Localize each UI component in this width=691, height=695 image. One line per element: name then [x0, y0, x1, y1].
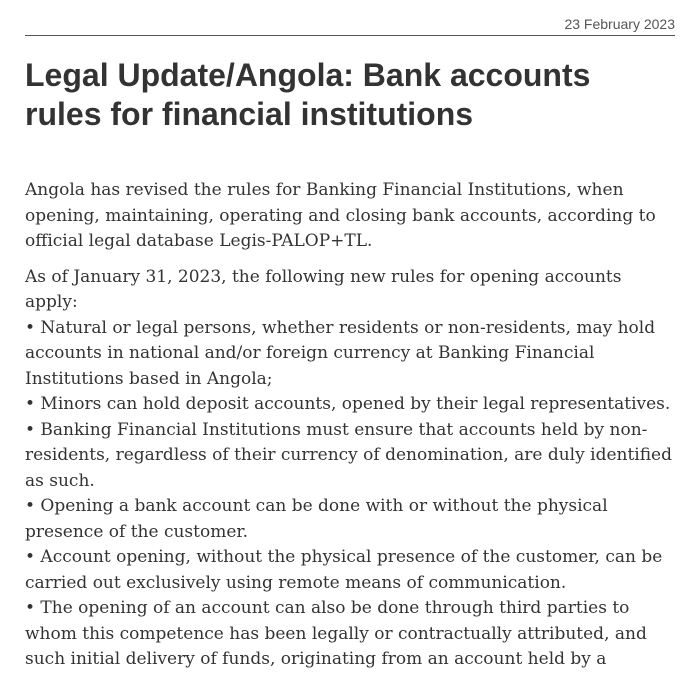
- date-bar: [25, 10, 675, 36]
- article-body: [25, 178, 675, 673]
- rules-lead: As of January 31, 2023, the following new rules for opening accounts apply:: [25, 266, 622, 312]
- intro-paragraph: Angola has revised the rules for Banking Financial Institutions, when opening, maintaining, operating and closing bank accounts, according to official legal database Legis-PALOP+TL.: [25, 180, 656, 251]
- list-item: • Natural or legal persons, whether residents or non-residents, may hold accounts in national and/or foreign currency at Banking Financial Institutions based in Angola;: [25, 317, 656, 389]
- list-item: • Account opening, without the physical presence of the customer, can be carried out exclusively using remote means of communication.: [25, 547, 663, 593]
- rules-list: [25, 265, 675, 673]
- list-item: • Minors can hold deposit accounts, opened by their legal representatives.: [25, 394, 671, 414]
- publish-date: 23 February 2023: [564, 16, 675, 32]
- list-item: • Opening a bank account can be done with or without the physical presence of the customer.: [25, 496, 608, 542]
- list-item: • The opening of an account can also be done through third parties to whom this competence has been legally or contractually attributed, and such initial delivery of funds, originating from an account held by a: [25, 598, 647, 669]
- article-title: Legal Update/Angola: Bank accounts rules for financial institutions: [25, 57, 591, 132]
- list-item: • Banking Financial Institutions must ensure that accounts held by non-residents, regardless of their currency of denomination, are duly identified as such.: [25, 419, 673, 491]
